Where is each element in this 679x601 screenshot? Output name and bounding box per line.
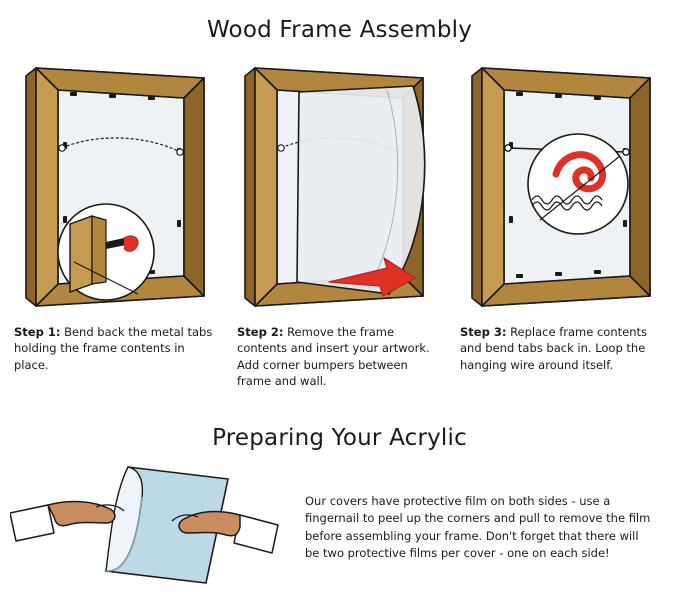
page-title-wood-frame-assembly: Wood Frame Assembly <box>206 17 473 44</box>
step-2 <box>237 56 442 388</box>
step-1 <box>14 56 219 372</box>
step-3-label: Step 3: <box>460 325 507 339</box>
acrylic-instructions: Our covers have protective film on both sides - use a fingernail to peel up the corners and pull to remove the film before assembling your frame. Don't forget that there will be two protective films per cover - one on each side! <box>305 494 651 560</box>
step-2-illustration <box>237 56 442 308</box>
acrylic-illustration <box>10 455 280 595</box>
step-1-caption <box>14 324 219 373</box>
step-3 <box>460 56 665 372</box>
step-1-illustration <box>14 56 219 308</box>
step-3-text: Replace frame contents and bend tabs back in. Loop the hanging wire around itself. <box>460 325 647 372</box>
step-1-label: Step 1: <box>14 325 61 339</box>
steps-row <box>0 56 679 388</box>
step-2-label: Step 2: <box>237 325 284 339</box>
step-3-illustration <box>460 56 665 308</box>
step-2-caption <box>237 324 442 389</box>
page-title-preparing-your-acrylic: Preparing Your Acrylic <box>212 425 467 452</box>
step-1-text: Bend back the metal tabs holding the frame contents in place. <box>14 325 213 372</box>
step-2-text: Remove the frame contents and insert your artwork. Add corner bumpers between frame and wall. <box>237 325 430 388</box>
acrylic-section <box>0 455 679 595</box>
step-3-caption <box>460 324 665 373</box>
